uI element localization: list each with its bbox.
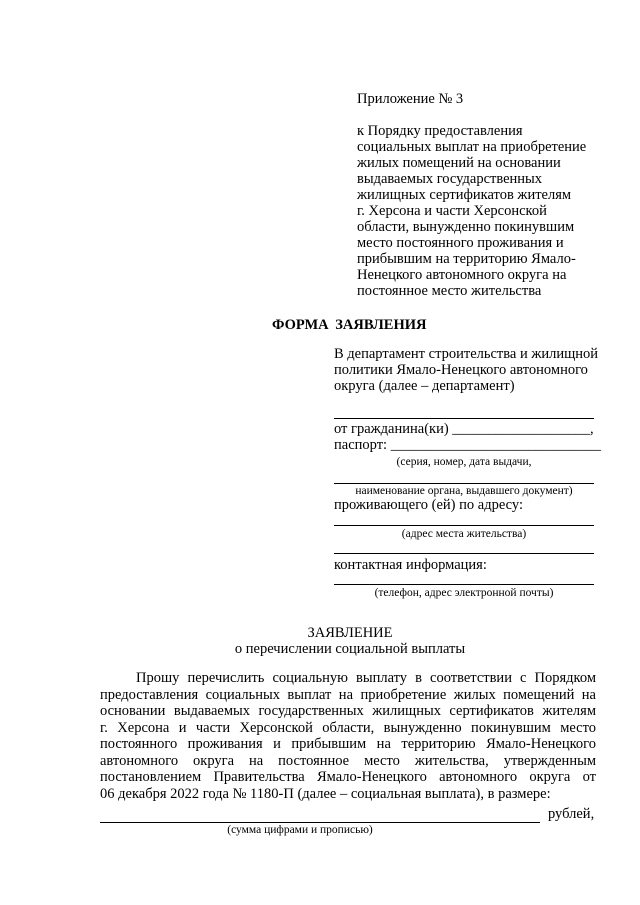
appendix-line: постоянное место жительства — [357, 283, 542, 299]
body-line: 06 декабря 2022 года № 1180-П (далее – социальная выплата), в размере: — [100, 785, 551, 802]
contact-label: контактная информация: — [334, 557, 487, 573]
name-blank-line[interactable] — [334, 418, 594, 419]
address-blank-line-2[interactable] — [334, 553, 594, 554]
statement-title: ЗАЯВЛЕНИЕ — [307, 625, 393, 641]
amount-caption: (сумма цифрами и прописью) — [227, 824, 373, 836]
issuer-blank-line[interactable] — [334, 483, 594, 484]
statement-body — [100, 670, 596, 802]
body-line: постановлением Правительства Ямало-Ненецкого автономного округа от — [100, 769, 596, 785]
contact-caption: (телефон, адрес электронной почты) — [374, 587, 554, 599]
address-caption: (адрес места жительства) — [401, 528, 527, 540]
residing-label: проживающего (ей) по адресу: — [334, 497, 523, 513]
body-line: Прошу перечислить социальную выплату в соответствии с Порядком — [136, 670, 596, 686]
amount-blank-line[interactable] — [100, 822, 540, 823]
appendix-line: области, вынужденно покинувшим — [357, 219, 575, 235]
appendix-line: выдаваемых государственных — [357, 171, 543, 187]
appendix-line: Ненецкого автономного округа на — [357, 267, 567, 283]
body-line: автономного округа на постоянное место жительства, утвержденным — [100, 752, 596, 769]
body-line: основании выдаваемых государственных жилищных сертификатов жителям — [100, 703, 596, 719]
appendix-line: г. Херсона и части Херсонской — [357, 203, 547, 219]
body-line: предоставления социальных выплат на приобретение жилых помещений на — [100, 686, 596, 703]
from-citizen-field[interactable]: от гражданина(ки) ___________________, — [334, 421, 594, 437]
body-line: г. Херсона и части Херсонской области, вынужденно покинувшим место — [100, 719, 596, 736]
spacer — [357, 107, 586, 123]
body-line: постоянного проживания и прибывшим на территорию Ямало-Ненецкого — [100, 736, 596, 752]
appendix-line: социальных выплат на приобретение — [357, 139, 587, 155]
address-blank-line[interactable] — [334, 525, 594, 526]
appendix-line: жилых помещений на основании — [357, 155, 561, 171]
appendix-line: жилищных сертификатов жителям — [357, 187, 572, 203]
addressee-line: политики Ямало-Ненецкого автономного — [334, 362, 588, 378]
appendix-line: к Порядку предоставления — [357, 123, 523, 139]
addressee-line: В департамент строительства и жилищной — [334, 346, 599, 362]
appendix-line: прибывшим на территорию Ямало- — [357, 251, 576, 267]
appendix-number: Приложение № 3 — [357, 91, 464, 107]
form-title: ФОРМА ЗАЯВЛЕНИЯ — [272, 317, 427, 333]
addressee-line: округа (далее – департамент) — [334, 378, 515, 394]
contact-blank-line[interactable] — [334, 584, 594, 585]
appendix-block — [357, 91, 586, 299]
statement-subtitle: о перечислении социальной выплаты — [234, 641, 466, 657]
appendix-line: место постоянного проживания и — [357, 235, 564, 251]
issuer-caption: наименование органа, выдавшего документ) — [355, 485, 573, 497]
addressee-block — [334, 346, 598, 394]
passport-caption: (серия, номер, дата выдачи, — [396, 456, 532, 468]
passport-field[interactable]: паспорт: _____________________________ — [334, 437, 601, 453]
amount-suffix: рублей, — [548, 806, 595, 822]
